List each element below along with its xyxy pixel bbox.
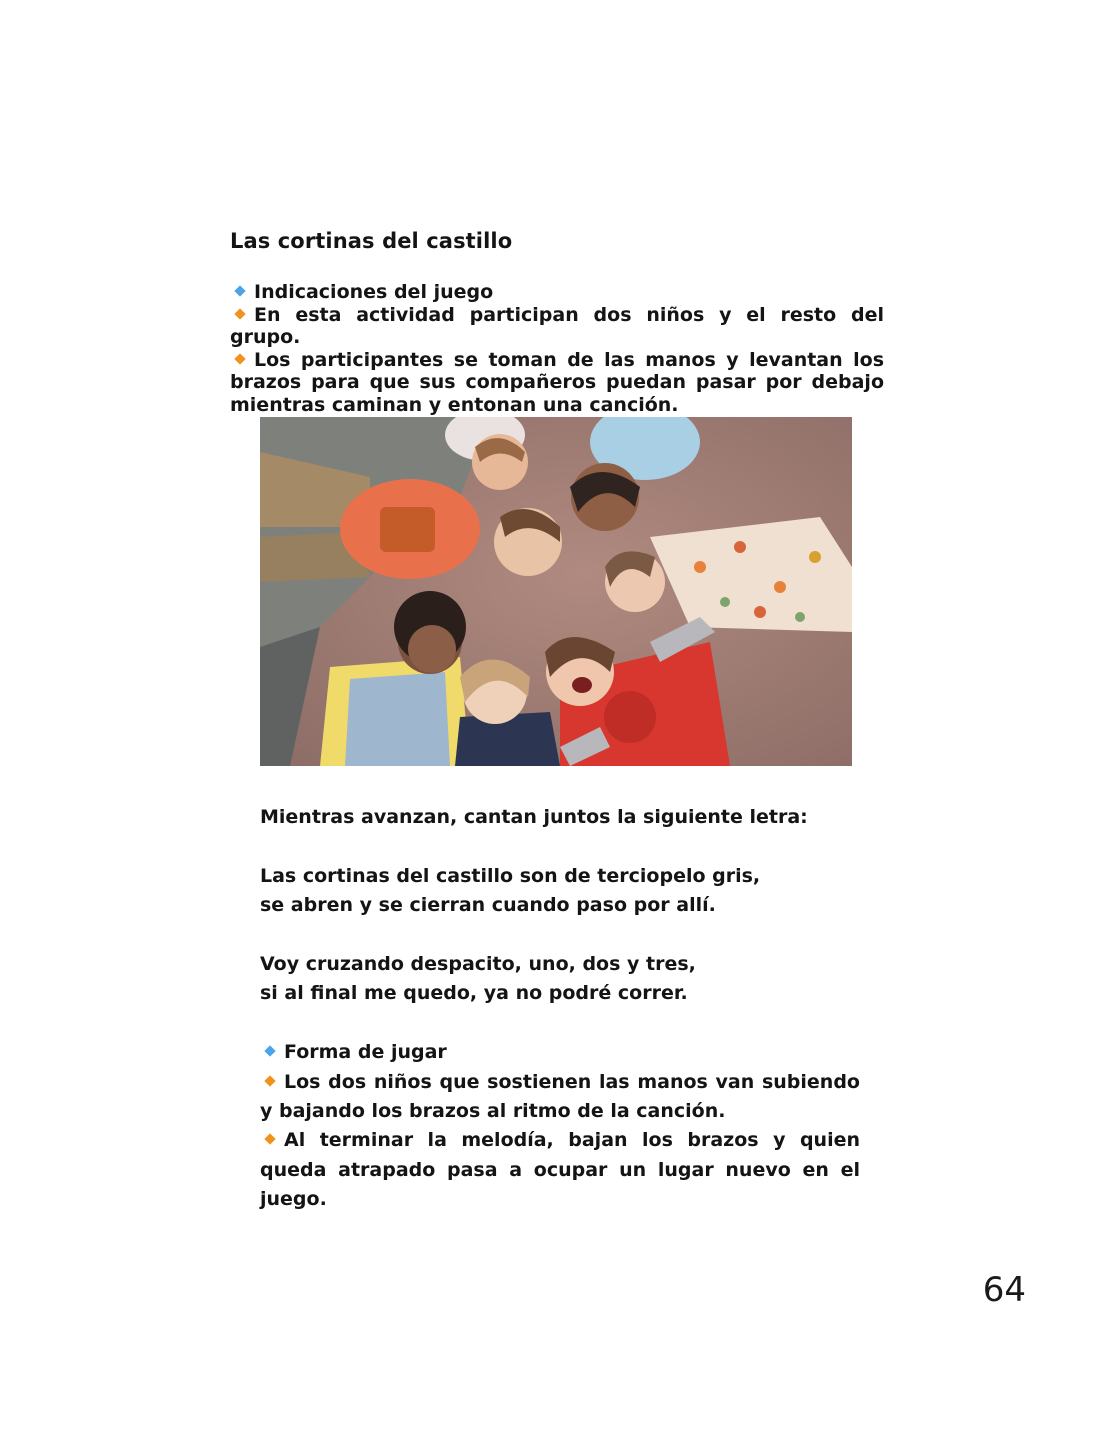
rule-text-2: Al terminar la melodía, bajan los brazos y quien queda atrapado pasa a ocupar un lugar nuevo en el juego. — [260, 1129, 860, 1211]
rule-text-1: Los dos niños que sostienen las manos van subiendo y bajando los brazos al ritmo de la canción. — [260, 1070, 860, 1123]
page-title: Las cortinas del castillo — [230, 229, 513, 253]
list-item — [230, 304, 884, 349]
section-heading-indicaciones: Indicaciones del juego — [254, 281, 494, 303]
list-item — [260, 1038, 860, 1067]
instructions-block — [230, 281, 884, 417]
instruction-text-1: En esta actividad participan dos niños y el resto del grupo. — [230, 303, 884, 349]
orange-diamond-bullet-icon — [234, 353, 245, 364]
song-line: si al final me quedo, ya no podré correr. — [260, 982, 688, 1005]
page-number: 64 — [982, 1270, 1026, 1310]
orange-diamond-bullet-icon — [264, 1134, 275, 1145]
list-item — [260, 1126, 860, 1214]
instruction-text-2: Los participantes se toman de las manos y levantan los brazos para que sus compañeros puedan pasar por debajo mientras caminan y entonan una canción. — [230, 348, 884, 416]
song-intro: Mientras avanzan, cantan juntos la siguiente letra: — [260, 806, 808, 828]
blue-diamond-bullet-icon — [234, 285, 245, 296]
orange-diamond-bullet-icon — [234, 308, 245, 319]
blue-diamond-bullet-icon — [264, 1046, 275, 1057]
song-and-rules-block — [260, 803, 860, 1215]
list-item — [230, 349, 884, 417]
song-line: Las cortinas del castillo son de terciopelo gris, — [260, 864, 761, 887]
children-photo — [260, 417, 852, 766]
children-lying-in-circle-photo — [260, 417, 852, 766]
list-item — [260, 1068, 860, 1127]
song-line: Voy cruzando despacito, uno, dos y tres, — [260, 953, 696, 975]
list-item — [230, 281, 884, 304]
section-heading-forma: Forma de jugar — [284, 1041, 447, 1064]
song-line: se abren y se cierran cuando paso por allí. — [260, 894, 716, 917]
orange-diamond-bullet-icon — [264, 1075, 275, 1086]
